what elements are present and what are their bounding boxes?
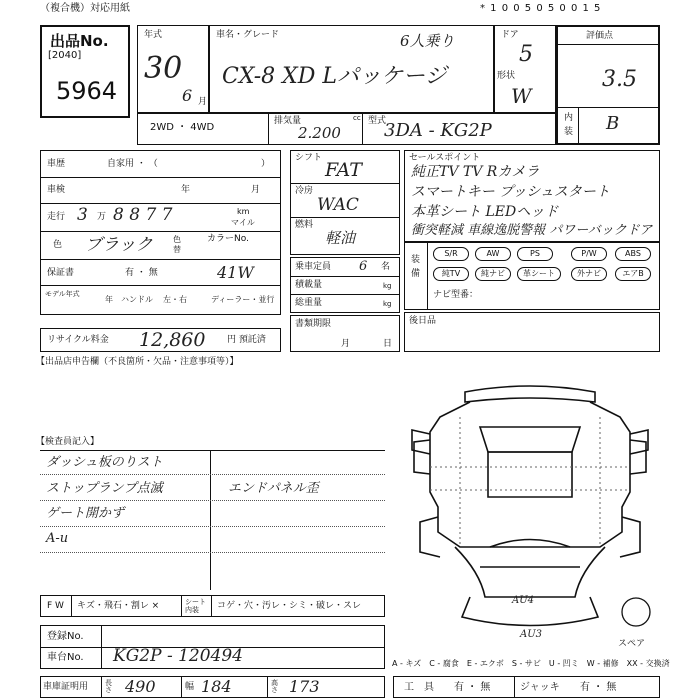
inspection-month: 月	[251, 185, 261, 195]
chassis-label: 車台No.	[47, 652, 84, 663]
model-name: CX-8 XD Lパッケージ	[222, 64, 447, 89]
score-label: 評価点	[586, 31, 614, 41]
sales-point-4: 衝突軽減 車線逸脱警報 パワーバックドア	[411, 223, 653, 238]
capacity-value: 6	[359, 259, 368, 274]
doors-label: ドア	[501, 30, 519, 40]
inspector-line-3: ゲート開かず	[46, 506, 125, 521]
inspection-label: 車検	[47, 185, 66, 195]
fw-row	[40, 595, 385, 617]
model-type-label: モデル年式	[45, 290, 80, 298]
equip-sunroof: S/R	[433, 247, 469, 261]
fw-label: F W	[47, 601, 64, 611]
shape-value: W	[511, 84, 532, 108]
month-value: 6	[182, 86, 193, 105]
aircon-value: WAC	[317, 195, 359, 215]
color-no-value: 41W	[217, 263, 254, 282]
year-value: 30	[144, 51, 183, 86]
sales-points-label: セールスポイント	[409, 153, 481, 163]
mileage-mile: マイル	[231, 218, 255, 227]
spare-label: スペア	[618, 639, 646, 649]
document-period-day: 日	[383, 339, 393, 349]
recycle-label: リサイクル料金	[47, 335, 109, 345]
mileage-value: 8 8 7 7	[113, 205, 173, 225]
warranty-options: 有 ・ 無	[125, 268, 158, 278]
shift-value: FAT	[325, 159, 362, 181]
lot-label: 出品No.	[50, 32, 109, 50]
fuel-value: 軽油	[325, 229, 356, 247]
equip-navi: 純ナビ	[475, 267, 511, 281]
color-no-label: カラーNo.	[207, 234, 249, 244]
score-value: 3.5	[602, 67, 637, 92]
mileage-man-unit: 万	[97, 212, 107, 222]
recycle-box	[40, 328, 281, 352]
width-value: 184	[201, 677, 232, 696]
interior-label: 内装	[564, 113, 574, 137]
year-box	[137, 25, 209, 113]
inspector-line-4: A-u	[46, 531, 69, 546]
sales-points-box	[404, 150, 660, 242]
lot-sub-number: [2040]	[48, 50, 82, 61]
inspector-right-note: エンドパネル歪	[228, 481, 319, 496]
color-value: ブラック	[85, 235, 153, 255]
jack-options: 有 ・ 無	[580, 682, 617, 693]
lot-number: 5964	[56, 77, 118, 105]
doors-box	[494, 25, 556, 113]
form-type: （複合機）対応用紙	[40, 3, 130, 14]
height-label: 高さ	[271, 679, 278, 694]
info-block	[40, 150, 281, 315]
jack-label: ジャッキ	[520, 682, 560, 693]
capacity-label: 乗車定員	[295, 262, 332, 272]
tools-label: 工 具	[404, 682, 434, 693]
inspector-line-2: ストップランプ点滅	[46, 481, 163, 496]
sales-point-2: スマートキー プッシュスタート	[411, 184, 610, 200]
chassis-value: KG2P - 120494	[113, 646, 243, 666]
fuel-label: 燃料	[295, 220, 314, 230]
inspector-line-1: ダッシュ板のりスト	[46, 455, 163, 470]
seller-notice-label: 【出品店申告欄（不良箇所・欠品・注意事項等）】	[36, 357, 239, 367]
mileage-km: km	[237, 207, 250, 216]
shape-label: 形状	[497, 71, 516, 81]
registration-box	[40, 625, 385, 669]
seat-items: コゲ・穴・汚レ・シミ・破レ・スレ	[217, 601, 362, 611]
document-period-label: 書類期限	[295, 319, 332, 329]
history-options: 自家用 ・ （	[107, 159, 158, 169]
width-label: 幅	[185, 682, 195, 692]
tools-options: 有 ・ 無	[454, 682, 491, 693]
equip-ps: PS	[517, 247, 553, 261]
load-label: 積載量	[295, 280, 323, 290]
history-label: 車歴	[47, 159, 66, 169]
damage-legend: A - キズ C - 腐食 E - エクボ S - サビ U - 凹ミ W - 補修 XX - 交換済	[392, 659, 670, 668]
recycle-unit: 円 預託済	[227, 335, 266, 345]
handle-options: 左・右	[163, 295, 187, 304]
length-value: 490	[125, 677, 156, 696]
drive-label: 2WD ・ 4WD	[150, 122, 215, 133]
inspector-label: 【検査員記入】	[36, 437, 100, 447]
damage-mark-au3: AU3	[520, 629, 543, 640]
capacity-unit: 名	[381, 262, 391, 272]
seat-label: シート内装	[185, 598, 206, 614]
mileage-label: 走行	[47, 212, 66, 222]
equip-leather: 革シート	[517, 267, 561, 281]
displacement-unit: cc	[353, 114, 361, 122]
after-install-label: 後日品	[409, 316, 437, 326]
model-note: 6人乗り	[400, 32, 455, 50]
capacity-box	[290, 257, 400, 313]
equip-airbag: エアB	[615, 267, 651, 281]
sales-point-3: 本革シート LEDヘッド	[411, 204, 559, 220]
type-label: 型式	[368, 116, 387, 126]
mileage-man: 3	[77, 205, 88, 225]
color-label: 色	[53, 240, 63, 250]
shift-label: シフト	[295, 153, 323, 163]
model-label: 車名・グレード	[216, 30, 280, 40]
equipment-label: 装備	[411, 255, 421, 279]
equip-abs: ABS	[615, 247, 651, 261]
handle-label: ハンドル	[121, 295, 153, 304]
after-install-box	[404, 312, 660, 352]
tools-box	[393, 676, 660, 698]
top-right-code: * 1 0 0 5 0 5 0 0 1 5	[480, 3, 602, 14]
damage-mark-au4: AU4	[512, 595, 535, 606]
weight-unit: kg	[383, 300, 392, 308]
drive-row	[137, 113, 556, 145]
aircon-label: 冷房	[295, 186, 314, 196]
navi-label: ナビ型番：	[433, 290, 479, 300]
height-value: 173	[289, 677, 320, 696]
fw-items: キズ・飛石・割レ ×	[77, 601, 160, 611]
equipment-box	[404, 242, 660, 310]
dealer-label: ディーラー・並行	[211, 295, 275, 304]
doors-value: 5	[519, 42, 533, 67]
recycle-value: 12,860	[139, 329, 206, 351]
warranty-label: 保証書	[47, 268, 75, 278]
model-type-year: 年	[105, 295, 113, 304]
displacement-value: 2.200	[298, 124, 341, 142]
weight-label: 総重量	[295, 298, 323, 308]
certificate-label: 車庫証明用	[43, 682, 89, 692]
type-value: 3DA - KG2P	[384, 120, 492, 141]
certificate-box	[40, 676, 385, 698]
sales-point-1: 純正TV TV Rカメラ	[411, 164, 540, 180]
inspector-area	[40, 450, 385, 590]
inspection-year: 年	[181, 185, 191, 195]
displacement-label: 排気量	[274, 116, 302, 126]
length-label: 長さ	[105, 679, 112, 694]
lot-box	[40, 25, 130, 118]
interior-value: B	[606, 113, 620, 134]
equip-aw: AW	[475, 247, 511, 261]
year-label: 年式	[144, 30, 163, 40]
score-box	[556, 25, 660, 145]
equip-pw: P/W	[571, 247, 607, 261]
document-period-box	[290, 315, 400, 352]
model-box	[209, 25, 494, 113]
color-change-label: 色替	[173, 235, 181, 254]
registration-label: 登録No.	[47, 631, 84, 642]
equip-ext-navi: 外ナビ	[571, 267, 607, 281]
equip-tv: 純TV	[433, 267, 469, 281]
document-period-month: 月	[341, 339, 351, 349]
shift-fuel-box	[290, 150, 400, 255]
month-label: 月	[198, 97, 208, 107]
history-close: ）	[261, 159, 271, 169]
load-unit: kg	[383, 282, 392, 290]
